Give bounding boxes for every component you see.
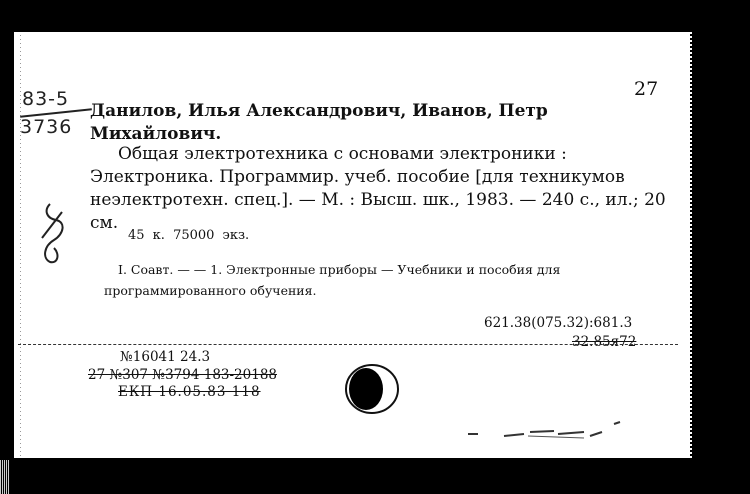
bbk-index: 32.85я72 [572, 334, 637, 350]
shelf-mark-bottom: 3736 [20, 116, 73, 138]
divider-line [18, 344, 678, 345]
page-number: 27 [634, 78, 659, 100]
price-and-print-run: 45 к. 75000 экз. [128, 228, 250, 243]
udc-index: 621.38(075.32):681.3 [484, 315, 633, 331]
subject-headings: I. Соавт. — — 1. Электронные приборы — Учебники и пособия для программированного обучения. [104, 262, 561, 298]
order-line: №16041 24.3 [120, 349, 211, 365]
shelf-mark-top: 83-5 [22, 88, 70, 110]
perforation-edge [20, 32, 21, 458]
catalog-card [14, 32, 690, 458]
title-block: Общая электротехника с основами электроники : Электроника. Программир. учеб. пособие [для техникумов неэлектротехн. спец.]. — М. : Высш. шк., 1983. — 240 с., ил.; 20 см. [90, 144, 666, 233]
scan-strip [0, 460, 10, 494]
handwritten-mark-icon [36, 200, 72, 266]
print-line-2: ЕКП 16.05.83 118 [118, 384, 261, 400]
print-line-1: 27 №307 №3794 183-20188 [88, 367, 277, 383]
card-right-edge [690, 32, 692, 458]
stamp-smudge-icon [464, 420, 624, 446]
punch-hole-icon [342, 362, 402, 416]
authors-heading: Данилов, Илья Александрович, Иванов, Петр Михайлович. [90, 101, 548, 144]
